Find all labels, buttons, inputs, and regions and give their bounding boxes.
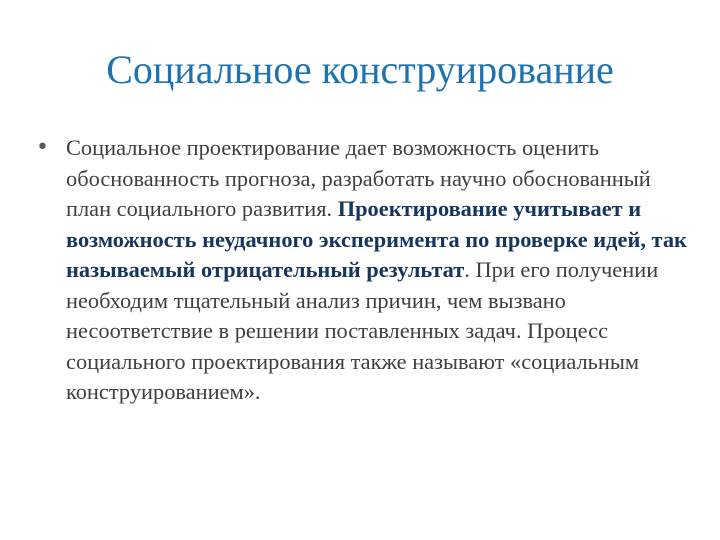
bullet-marker: •	[36, 135, 49, 160]
bullet-item	[36, 133, 696, 408]
slide-title: Социальное конструирование	[106, 47, 614, 92]
bullet-text	[66, 133, 696, 408]
bullet-text-emphasis: Проектирование учитывает и возможность неудачного эксперимента по проверке идей, так называемый отрицательный результат	[66, 196, 687, 282]
bullet-text-intro: Социальное проектирование дает возможность оценить обоснованность прогноза, разработать научно обоснованный план социального развития.	[66, 135, 651, 221]
slide-content	[36, 133, 696, 408]
bullet-text-conclusion: . При его получении необходим тщательный анализ причин, чем вызвано несоответствие в решении поставленных задач. Процесс социального проектирования также называют «социальным конструированием».	[66, 257, 659, 404]
